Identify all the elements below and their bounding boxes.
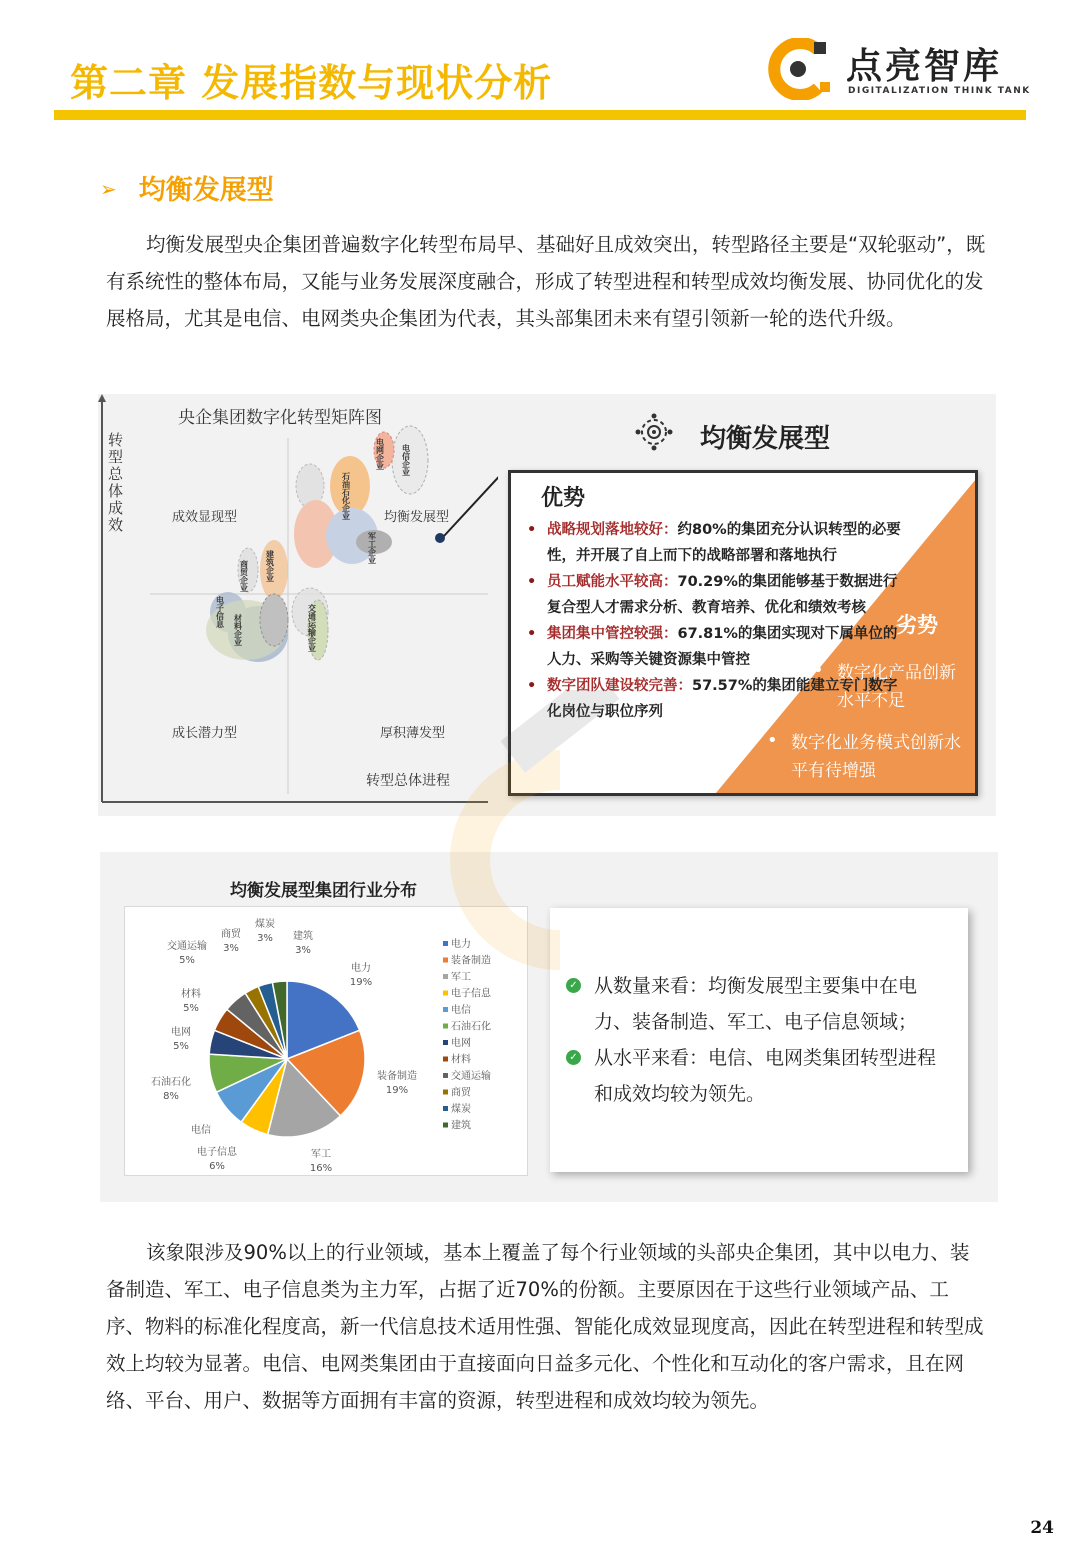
matrix-y-axis-label: 转型总体成效 bbox=[108, 431, 124, 534]
legend-label: 交通运输 bbox=[451, 1071, 491, 1082]
check-circle-icon: ✓ bbox=[566, 978, 581, 993]
analysis-paragraph: 该象限涉及90%以上的行业领域，基本上覆盖了每个行业领域的头部央企集团，其中以电力、装备制造、军工、电子信息类为主力军，占据了近70%的份额。主要原因在于这些行业领域产品、工序、物料的标准化程度高，新一代信息技术适用性强、智能化成效显现度高，因此在转型进程和转型成效上均较为显著。电信、电网类集团由于直接面向日益多元化、个性化和互动化的客户需求，且在网络、平台、用户、数据等方面拥有丰富的资源，转型进程和成效均较为领先。 bbox=[106, 1241, 984, 1412]
pie-slice-percent: 3% bbox=[223, 943, 239, 954]
pie-slice-label: 电子信息 bbox=[197, 1147, 237, 1158]
balanced-type-badge bbox=[634, 412, 894, 452]
legend-swatch bbox=[443, 1024, 448, 1029]
advantages-title: 优势 bbox=[541, 486, 586, 511]
check-circle-icon: ✓ bbox=[566, 1050, 581, 1065]
legend-swatch bbox=[443, 1040, 448, 1045]
legend-swatch bbox=[443, 941, 448, 946]
disadvantage-item: • 数字化业务模式创新水平有待增强 bbox=[791, 729, 971, 785]
pie-slice-percent: 5% bbox=[173, 1041, 189, 1052]
matrix-chart bbox=[98, 394, 498, 816]
pie-slice-label: 商贸 bbox=[221, 929, 241, 940]
legend-label: 煤炭 bbox=[451, 1104, 471, 1115]
distribution-notes-list bbox=[566, 968, 946, 1112]
advantage-item: • 战略规划落地较好：约80%的集团充分认识转型的必要性，并开展了自上而下的战略部署和落地执行 bbox=[517, 517, 907, 569]
header-divider bbox=[54, 110, 1026, 120]
page-header bbox=[54, 30, 1031, 122]
pie-slice-label: 石油石化 bbox=[151, 1077, 191, 1088]
logo-subtext: DIGITALIZATION THINK TANK bbox=[848, 86, 1031, 96]
quadrant-label-top-left: 成效显现型 bbox=[172, 510, 238, 525]
advantage-item: • 数字团队建设较完善：57.57%的集团能建立专门数字化岗位与职位序列 bbox=[517, 673, 907, 725]
disadvantages-title: 劣势 bbox=[896, 613, 938, 637]
section-title bbox=[100, 168, 274, 207]
matrix-title: 央企集团数字化转型矩阵图 bbox=[178, 408, 382, 428]
pie-slice-percent: 16% bbox=[309, 1163, 333, 1174]
brand-logo-icon bbox=[764, 38, 836, 100]
pie-slice-percent: 19% bbox=[349, 977, 373, 988]
intro-paragraph: 均衡发展型央企集团普遍数字化转型布局早、基础好且成效突出，转型路径主要是“双轮驱动”，既有系统性的整体布局，又能与业务发展深度融合，形成了转型进程和转型成效均衡发展、协同优化的发展格局，尤其是电信、电网类央企集团为代表，其头部集团未来有望引领新一轮的迭代升级。 bbox=[106, 233, 986, 330]
advantage-item: • 集团集中管控较强：67.81%的集团实现对下属单位的人力、采购等关键资源集中管控 bbox=[517, 621, 907, 673]
brand-logo bbox=[764, 36, 1031, 104]
legend-label: 装备制造 bbox=[451, 955, 491, 967]
pie-slice-percent: 19% bbox=[385, 1085, 409, 1096]
chapter-title: 第二章 发展指数与现状分析 bbox=[70, 61, 553, 105]
legend-swatch bbox=[443, 1073, 448, 1078]
quadrant-label-top-right: 均衡发展型 bbox=[384, 510, 450, 525]
legend-label: 电信 bbox=[451, 1005, 471, 1016]
legend-swatch bbox=[443, 1090, 448, 1095]
legend-swatch bbox=[443, 991, 448, 996]
pie-chart-svg bbox=[125, 907, 529, 1177]
pie-slice-percent: 5% bbox=[183, 1003, 199, 1014]
pie-slice-percent: 6% bbox=[209, 1161, 225, 1172]
pie-slice-percent: 8% bbox=[163, 1091, 179, 1102]
legend-swatch bbox=[443, 974, 448, 979]
legend-label: 商贸 bbox=[451, 1087, 471, 1099]
pie-slice-label: 建筑 bbox=[293, 931, 313, 942]
svg-text:电网企业: 电网企业 bbox=[375, 438, 385, 470]
arrow-bullet-icon: ➢ bbox=[100, 177, 117, 201]
svg-text:电信企业: 电信企业 bbox=[401, 444, 411, 476]
svg-text:石油石化企业: 石油石化企业 bbox=[341, 472, 351, 520]
distribution-notes-card bbox=[550, 908, 968, 1172]
legend-swatch bbox=[443, 1007, 448, 1012]
pie-slice-percent: 3% bbox=[257, 933, 273, 944]
legend-label: 电网 bbox=[451, 1038, 471, 1049]
pie-slice-percent: 5% bbox=[179, 955, 195, 966]
pie-slice-label: 交通运输 bbox=[167, 941, 207, 952]
pie-slice-label: 装备制造 bbox=[377, 1071, 417, 1082]
legend-label: 军工 bbox=[451, 972, 471, 983]
svg-text:交通运输企业: 交通运输企业 bbox=[307, 604, 317, 652]
pie-slice-label: 电网 bbox=[171, 1027, 191, 1038]
svg-text:电子信息: 电子信息 bbox=[215, 596, 225, 628]
disadvantage-item: • 数字化产品创新水平不足 bbox=[837, 659, 967, 715]
legend-label: 石油石化 bbox=[451, 1021, 491, 1033]
section-title-text: 均衡发展型 bbox=[138, 175, 274, 206]
matrix-x-axis-label: 转型总体进程 bbox=[366, 773, 450, 789]
matrix-plot bbox=[98, 394, 498, 816]
pie-slice-label: 电信 bbox=[191, 1125, 211, 1136]
legend-label: 电力 bbox=[451, 939, 471, 950]
quadrant-label-bottom-right: 厚积薄发型 bbox=[380, 726, 446, 741]
pie-chart-title: 均衡发展型集团行业分布 bbox=[230, 881, 417, 901]
pie-slice-label: 军工 bbox=[311, 1149, 331, 1160]
legend-swatch bbox=[443, 1106, 448, 1111]
advantages-card bbox=[508, 470, 978, 796]
note-item: ✓ 从水平来看：电信、电网类集团转型进程和成效均较为领先。 bbox=[566, 1040, 946, 1112]
pie-chart bbox=[124, 906, 528, 1176]
pie-slice-label: 煤炭 bbox=[255, 919, 275, 930]
svg-text:商贸企业: 商贸企业 bbox=[239, 560, 249, 592]
legend-label: 电子信息 bbox=[451, 988, 491, 1000]
matrix-figure bbox=[98, 394, 996, 816]
legend-swatch bbox=[443, 958, 448, 963]
network-gear-icon bbox=[634, 412, 674, 452]
badge-title: 均衡发展型 bbox=[700, 424, 831, 454]
svg-text:建筑企业: 建筑企业 bbox=[265, 550, 275, 582]
svg-text:军工企业: 军工企业 bbox=[367, 532, 377, 564]
legend-label: 材料 bbox=[451, 1054, 471, 1066]
legend-swatch bbox=[443, 1123, 448, 1128]
advantage-item: • 员工赋能水平较高：70.29%的集团能够基于数据进行复合型人才需求分析、教育培养、优化和绩效考核 bbox=[517, 569, 907, 621]
pie-slice-percent: 3% bbox=[295, 945, 311, 956]
pie-slice-label: 材料 bbox=[181, 989, 201, 1000]
svg-text:材料企业: 材料企业 bbox=[233, 614, 243, 646]
pie-slice-label: 电力 bbox=[351, 963, 371, 974]
logo-text: 点亮智库 bbox=[846, 46, 1003, 87]
legend-swatch bbox=[443, 1057, 448, 1062]
legend-label: 建筑 bbox=[451, 1120, 471, 1132]
page-number: 24 bbox=[1030, 1518, 1054, 1538]
quadrant-label-bottom-left: 成长潜力型 bbox=[172, 726, 238, 741]
distribution-figure bbox=[100, 852, 998, 1202]
note-item: ✓ 从数量来看：均衡发展型主要集中在电力、装备制造、军工、电子信息领域； bbox=[566, 968, 946, 1040]
